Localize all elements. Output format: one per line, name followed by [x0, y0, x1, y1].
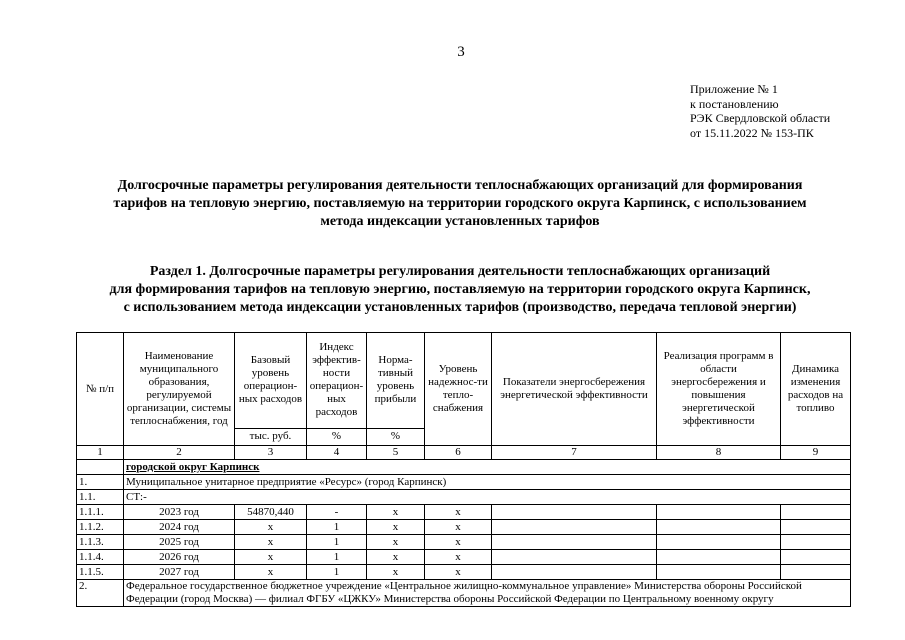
empty-cell: [77, 460, 124, 475]
table-row: [77, 520, 851, 535]
row-number: 2.: [77, 580, 124, 607]
empty-cell: [781, 550, 851, 565]
reliability-cell: x: [425, 550, 492, 565]
header-row: [77, 333, 851, 429]
empty-cell: [657, 505, 781, 520]
row-number: 1.1.5.: [77, 565, 124, 580]
profit-cell: x: [367, 505, 425, 520]
header-base: Базовый уровень операцион-ных расходов: [235, 333, 307, 429]
column-numbers-row: [77, 446, 851, 460]
profit-cell: x: [367, 565, 425, 580]
year-cell: 2027 год: [124, 565, 235, 580]
year-cell: 2026 год: [124, 550, 235, 565]
appendix-line: к постановлению: [690, 96, 779, 111]
empty-cell: [657, 550, 781, 565]
col-number: 3: [235, 446, 307, 460]
title-line: метода индексации установленных тарифов: [320, 214, 600, 229]
empty-cell: [781, 565, 851, 580]
reliability-cell: x: [425, 535, 492, 550]
index-cell: 1: [307, 550, 367, 565]
col-number: 1: [77, 446, 124, 460]
empty-cell: [492, 550, 657, 565]
reliability-cell: x: [425, 565, 492, 580]
section-title-line: для формирования тарифов на тепловую энергию, поставляемую на территории городского округа Карпинск,: [109, 282, 811, 297]
unit-base: тыс. руб.: [235, 428, 307, 445]
table-row: [77, 505, 851, 520]
index-cell: -: [307, 505, 367, 520]
parameters-table: [76, 332, 851, 607]
year-cell: 2025 год: [124, 535, 235, 550]
header-num: № п/п: [77, 333, 124, 446]
table-row: [77, 565, 851, 580]
title-line: Долгосрочные параметры регулирования деятельности теплоснабжающих организаций для формирования: [117, 178, 803, 193]
empty-cell: [657, 565, 781, 580]
org-row: [77, 580, 851, 607]
municipality-name: городской округ Карпинск: [124, 460, 851, 475]
year-cell: 2023 год: [124, 505, 235, 520]
unit-index: %: [307, 428, 367, 445]
col-number: 9: [781, 446, 851, 460]
col-number: 6: [425, 446, 492, 460]
empty-cell: [492, 520, 657, 535]
org-name: Муниципальное унитарное предприятие «Ресурс» (город Карпинск): [124, 475, 851, 490]
unit-profit: %: [367, 428, 425, 445]
header-reliability: Уровень надежнос-ти тепло-снабжения: [425, 333, 492, 446]
reliability-cell: x: [425, 505, 492, 520]
appendix-line: Приложение № 1: [690, 82, 778, 96]
base-cell: x: [235, 565, 307, 580]
col-number: 8: [657, 446, 781, 460]
title-line: тарифов на тепловую энергию, поставляемую на территории городского округа Карпинск, с использованием: [113, 196, 807, 211]
empty-cell: [492, 565, 657, 580]
row-number: 1.1.1.: [77, 505, 124, 520]
table-row: [77, 550, 851, 565]
header-programs: Реализация программ в области энергосбережения и повышения энергетической эффективности: [657, 333, 781, 446]
page-number: 3: [457, 44, 465, 60]
table-row: [77, 535, 851, 550]
profit-cell: x: [367, 535, 425, 550]
row-number: 1.1.: [77, 490, 124, 505]
row-number: 1.1.2.: [77, 520, 124, 535]
empty-cell: [781, 535, 851, 550]
appendix-line: от 15.11.2022 № 153-ПК: [690, 125, 814, 140]
row-number: 1.: [77, 475, 124, 490]
municipality-row: [77, 460, 851, 475]
appendix-line: РЭК Свердловской области: [690, 111, 831, 126]
header-profit: Норма-тивный уровень прибыли: [367, 333, 425, 429]
document-title: [60, 177, 860, 231]
header-name: Наименование муниципального образования, регулируемой организации, системы теплоснабжения, год: [124, 333, 235, 446]
row-number: 1.1.4.: [77, 550, 124, 565]
base-cell: x: [235, 550, 307, 565]
col-number: 4: [307, 446, 367, 460]
header-fuel: Динамика изменения расходов на топливо: [781, 333, 851, 446]
section-title: [60, 263, 860, 317]
base-cell: 54870,440: [235, 505, 307, 520]
empty-cell: [781, 520, 851, 535]
col-number: 5: [367, 446, 425, 460]
appendix-block: [690, 82, 830, 140]
col-number: 7: [492, 446, 657, 460]
empty-cell: [657, 520, 781, 535]
org-name: Федеральное государственное бюджетное учреждение «Центральное жилищно-коммунальное управление» Министерства обороны Российской Федерации (город Москва) — филиал ФГБУ «ЦЖКУ» Министерства обороны Российской Федерации по Центральному военному округу: [124, 580, 851, 607]
section-title-line: Раздел 1. Долгосрочные параметры регулирования деятельности теплоснабжающих организаций: [149, 264, 771, 279]
col-number: 2: [124, 446, 235, 460]
reliability-cell: x: [425, 520, 492, 535]
year-cell: 2024 год: [124, 520, 235, 535]
index-cell: 1: [307, 565, 367, 580]
row-number: 1.1.3.: [77, 535, 124, 550]
system-name: СТ:-: [124, 490, 851, 505]
org-row: [77, 475, 851, 490]
index-cell: 1: [307, 535, 367, 550]
header-index: Индекс эффектив-ности операцион-ных расходов: [307, 333, 367, 429]
profit-cell: x: [367, 520, 425, 535]
base-cell: x: [235, 520, 307, 535]
section-title-line: с использованием метода индексации установленных тарифов (производство, передача тепловой энергии): [123, 300, 797, 315]
index-cell: 1: [307, 520, 367, 535]
empty-cell: [492, 505, 657, 520]
empty-cell: [492, 535, 657, 550]
base-cell: x: [235, 535, 307, 550]
profit-cell: x: [367, 550, 425, 565]
system-row: [77, 490, 851, 505]
empty-cell: [781, 505, 851, 520]
empty-cell: [657, 535, 781, 550]
header-energy-saving: Показатели энергосбережения энергетической эффективности: [492, 333, 657, 446]
